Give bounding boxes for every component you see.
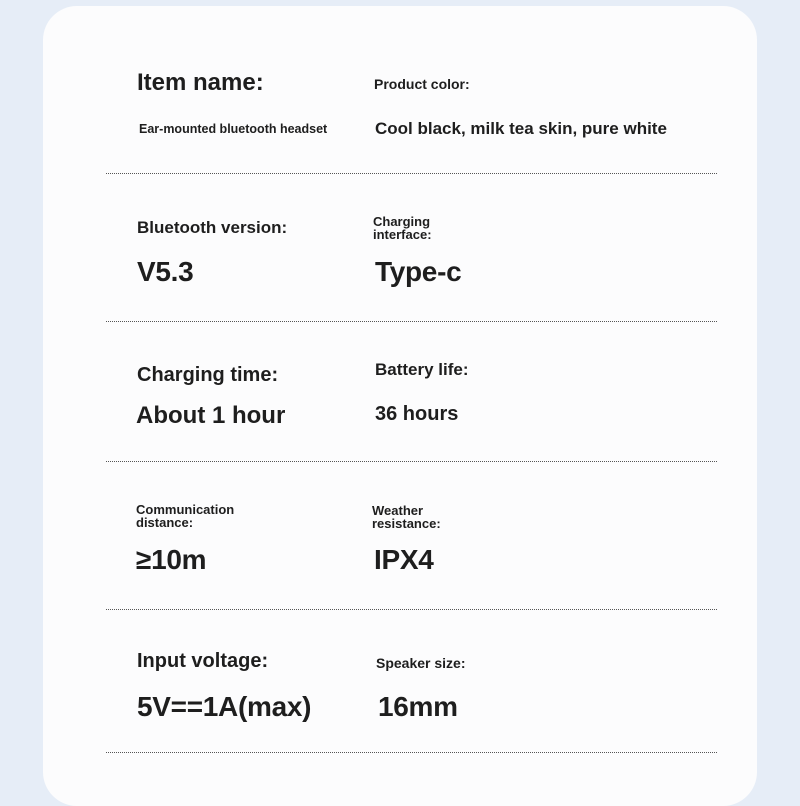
- divider-3: [106, 461, 717, 462]
- communication-distance-label: Communication distance:: [136, 502, 235, 530]
- battery-life-label: Battery life:: [375, 360, 469, 379]
- item-name-label: Item name:: [137, 69, 264, 96]
- communication-distance-value: ≥10m: [136, 544, 207, 575]
- weather-resistance-label: Weather resistance:: [372, 503, 441, 531]
- charging-time-value: About 1 hour: [136, 402, 286, 429]
- charging-interface-label: Charging interface:: [373, 214, 432, 242]
- speaker-size-label: Speaker size:: [376, 655, 466, 671]
- charging-interface-value: Type-c: [375, 256, 462, 287]
- divider-1: [106, 173, 717, 174]
- product-color-value: Cool black, milk tea skin, pure white: [375, 119, 667, 138]
- divider-5: [106, 752, 717, 753]
- battery-life-value: 36 hours: [375, 403, 459, 425]
- bluetooth-version-label: Bluetooth version:: [137, 218, 288, 237]
- divider-2: [106, 321, 717, 322]
- speaker-size-value: 16mm: [378, 691, 458, 722]
- input-voltage-label: Input voltage:: [137, 650, 269, 672]
- charging-time-label: Charging time:: [137, 364, 279, 386]
- item-name-value: Ear-mounted bluetooth headset: [139, 122, 328, 136]
- bluetooth-version-value: V5.3: [137, 256, 194, 287]
- product-color-label: Product color:: [374, 76, 470, 92]
- weather-resistance-value: IPX4: [374, 544, 434, 575]
- divider-4: [106, 609, 717, 610]
- input-voltage-value: 5V==1A(max): [137, 691, 312, 722]
